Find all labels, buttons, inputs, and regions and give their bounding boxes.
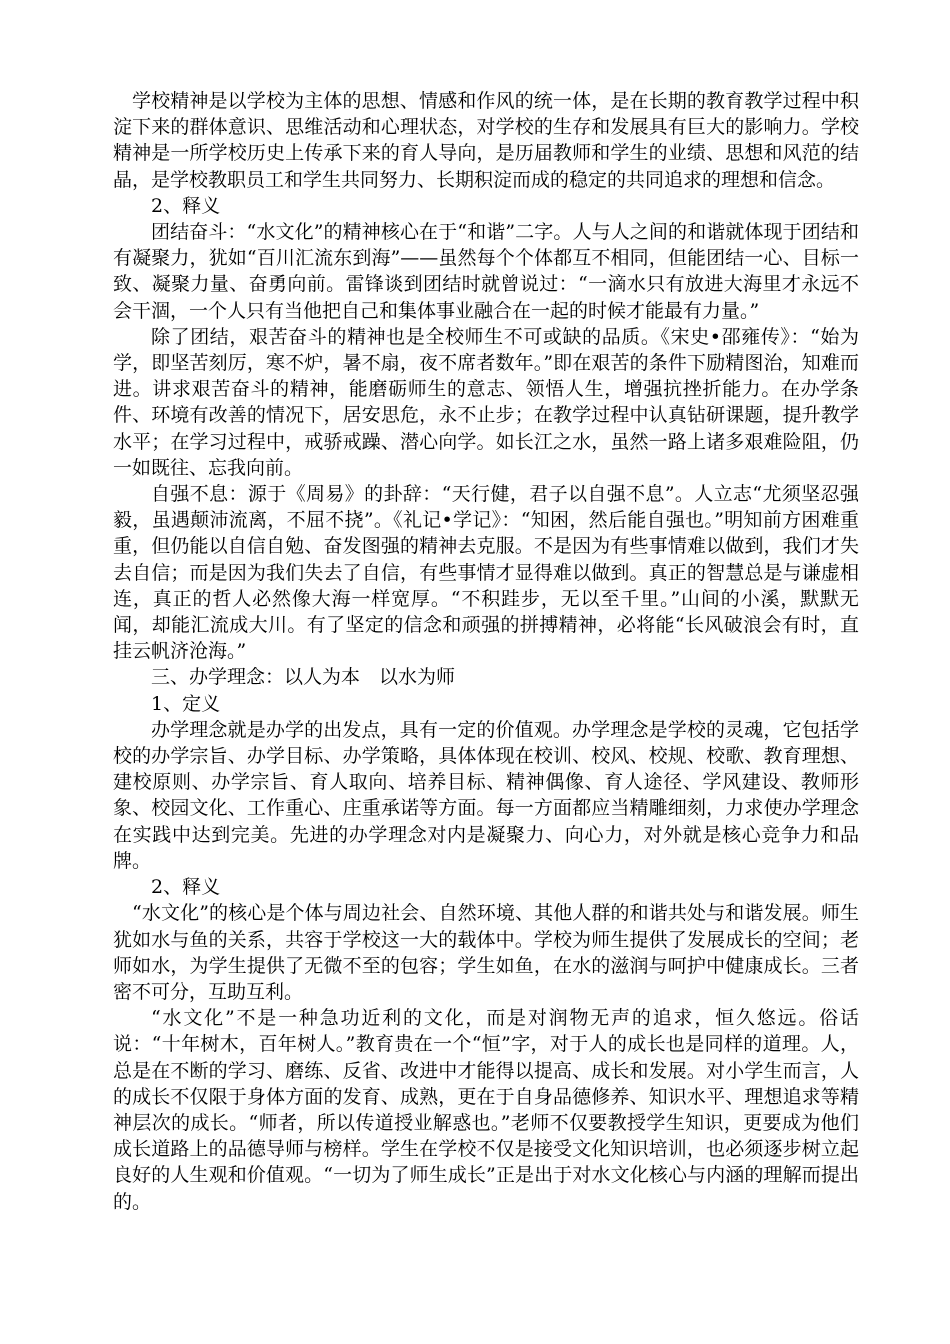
- section-heading-interpretation-2: 2、释义: [151, 876, 221, 899]
- section-heading-philosophy: 三、办学理念：以人为本 以水为师: [151, 666, 456, 689]
- paragraph-school-spirit: 学校精神是以学校为主体的思想、情感和作风的统一体，是在长期的教育教学过程中积淀下来的群体意识、思维活动和心理状态，对学校的生存和发展具有巨大的影响力。学校精神是一所学校历史上传承下来的育人导向，是历届教师和学生的业绩、思想和风范的结晶，是学校教职员工和学生共同努力、长期积淀而成的稳定的共同追求的理想和信念。: [113, 90, 859, 191]
- paragraph-water-culture-growth: “水文化”不是一种急功近利的文化，而是对润物无声的追求，恒久悠远。俗话说：“十年树木，百年树人。”教育贵在一个“恒”字，对于人的成长也是同样的道理。人，总是在不断的学习、磨练、反省、改进中才能得以提高、成长和发展。对小学生而言，人的成长不仅限于身体方面的发育、成熟，更在于自身品德修养、知识水平、理想追求等精神层次的成长。“师者，所以传道授业解惑也。”老师不仅要教授学生知识，更要成为他们成长道路上的品德导师与榜样。学生在学校不仅是接受文化知识培训，也必须逐步树立起良好的人生观和价值观。“一切为了师生成长”正是出于对水文化核心与内涵的理解而提出的。: [113, 1007, 859, 1213]
- document-page: [113, 88, 859, 1215]
- section-heading-definition: 1、定义: [151, 692, 221, 715]
- paragraph-unity: 团结奋斗：“水文化”的精神核心在于“和谐”二字。人与人之间的和谐就体现于团结和有凝聚力，犹如“百川汇流东到海”——虽然每个个体都互不相同，但能团结一心、目标一致、凝聚力量、奋勇向前。雷锋谈到团结时就曾说过：“一滴水只有放进大海里才永远不会干涸，一个人只有当他把自己和集体事业融合在一起的时候才能最有力量。”: [113, 221, 859, 322]
- paragraph-water-culture-core: “水文化”的核心是个体与周边社会、自然环境、其他人群的和谐共处与和谐发展。师生犹如水与鱼的关系，共容于学校这一大的载体中。学校为师生提供了发展成长的空间；老师如水，为学生提供了无微不至的包容；学生如鱼，在水的滋润与呵护中健康成长。三者密不可分，互助互利。: [113, 902, 859, 1003]
- paragraph-self-improvement: 自强不息：源于《周易》的卦辞：“天行健，君子以自强不息”。人立志“尤须坚忍强毅，虽遇颠沛流离，不屈不挠”。《礼记•学记》：“知困，然后能自强也。”明知前方困难重重，但仍能以自信自勉、奋发图强的精神去克服。不是因为有些事情难以做到，我们才失去自信；而是因为我们失去了自信，有些事情才显得难以做到。真正的智慧总是与谦虚相连，真正的哲人必然像大海一样宽厚。“不积跬步，无以至千里。”山间的小溪，默默无闻，却能汇流成大川。有了坚定的信念和顽强的拼搏精神，必将能“长风破浪会有时，直挂云帆济沧海。”: [113, 483, 859, 663]
- paragraph-hard-work: 除了团结，艰苦奋斗的精神也是全校师生不可或缺的品质。《宋史•邵雍传》：“始为学，即坚苦刻厉，寒不炉，暑不扇，夜不席者数年。”即在艰苦的条件下励精图治，知难而进。讲求艰苦奋斗的精神，能磨砺师生的意志、领悟人生，增强抗挫折能力。在办学条件、环境有改善的情况下，居安思危，永不止步；在教学过程中认真钻研课题，提升教学水平；在学习过程中，戒骄戒躁、潜心向学。如长江之水，虽然一路上诸多艰难险阻，仍一如既往、忘我向前。: [113, 325, 859, 479]
- paragraph-philosophy-definition: 办学理念就是办学的出发点，具有一定的价值观。办学理念是学校的灵魂，它包括学校的办学宗旨、办学目标、办学策略，具体体现在校训、校风、校规、校歌、教育理想、建校原则、办学宗旨、育人取向、培养目标、精神偶像、育人途径、学风建设、教师形象、校园文化、工作重心、庄重承诺等方面。每一方面都应当精雕细刻，力求使办学理念在实践中达到完美。先进的办学理念对内是凝聚力、向心力，对外就是核心竞争力和品牌。: [113, 718, 859, 872]
- section-heading-interpretation: 2、释义: [151, 194, 221, 217]
